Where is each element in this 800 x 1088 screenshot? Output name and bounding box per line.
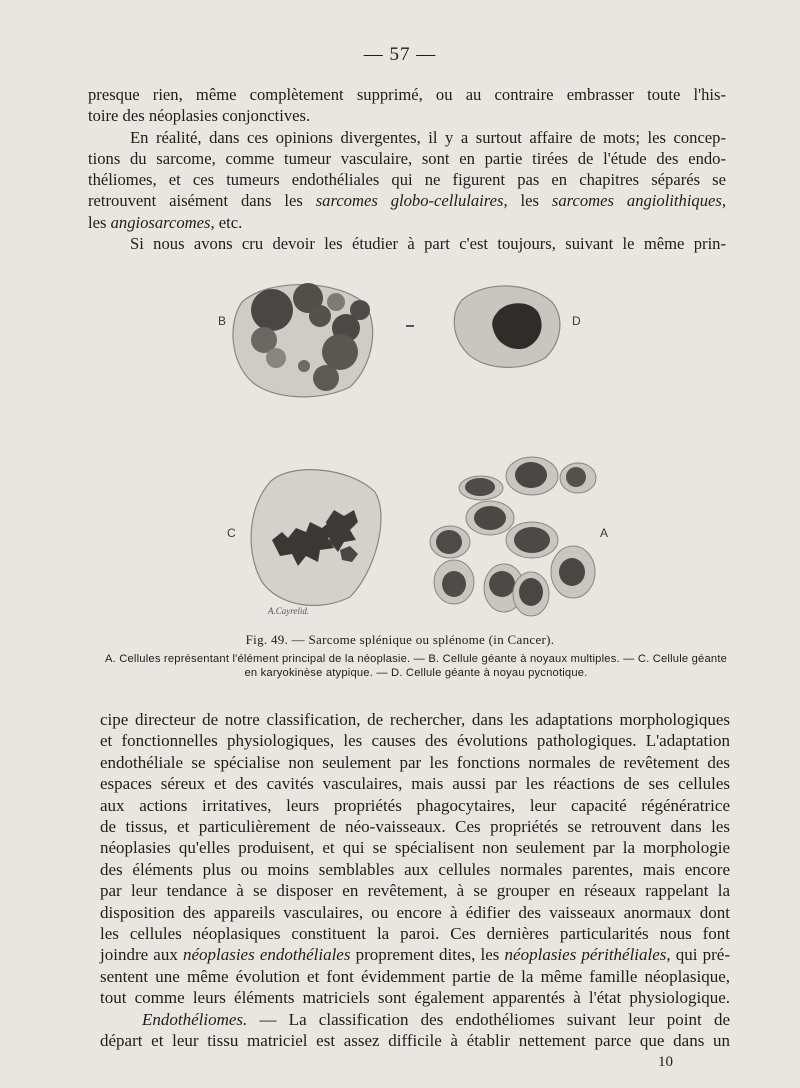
text-line: toire des néoplasies conjonctives. — [88, 106, 311, 126]
text-line: disposition des appareils vasculaires, ou encore à édifier des vaisseaux anormaux dont — [100, 902, 730, 922]
artist-signature: A.Cayrelid. — [268, 606, 310, 616]
bottom-paragraphs — [100, 709, 730, 1052]
text-line: Si nous avons cru devoir les étudier à part c'est toujours, suivant le même prin- — [130, 234, 726, 254]
text-line: endothéliale se spécialise non seulement par les fonctions normales de revêtement des — [100, 752, 730, 772]
figure-caption-title: Fig. 49. — Sarcome splénique ou splénome (in Cancer). — [245, 632, 555, 647]
text-line: espaces séreux et des cavités vasculaires, mais aussi par les réactions de ses cellules — [100, 774, 730, 794]
text-line: retrouvent aisément dans les sarcomes globo-cellulaires, les sarcomes angiolithiques, — [88, 191, 726, 211]
sheet-number: 10 — [658, 1054, 673, 1070]
top-paragraphs — [88, 84, 726, 254]
text-line: théliomes, et ces tumeurs endothéliales qui ne figurent pas en chapitres séparés se — [88, 170, 726, 190]
text-line: départ et leur tissu matriciel est assez difficile à établir nettement parce que dans un — [100, 1031, 730, 1051]
text-line: En réalité, dans ces opinions divergentes, il y a surtout affaire de mots; les concep- — [130, 127, 726, 147]
text-line: néoplasies qu'elles produisent, et qui se spécialisent non seulement par la morphologie — [100, 838, 730, 858]
label-c: C — [227, 526, 236, 540]
caption-line: en karyokinèse atypique. — D. Cellule géante à noyau pycnotique. — [244, 667, 588, 679]
cell-b — [233, 283, 373, 397]
text-line: les cellules néoplasiques constituent la paroi. Ces dernières particularités nous font — [100, 924, 730, 944]
text-line: des éléments plus ou moins semblables aux cellules normales parentes, mais encore — [100, 859, 730, 879]
cell-d — [454, 286, 560, 367]
text-line: presque rien, même complètement supprimé, ou au contraire embrasser toute l'his- — [88, 85, 726, 104]
text-line: les angiosarcomes, etc. — [88, 212, 243, 232]
cell-c — [251, 470, 381, 606]
text-line: aux actions irritatives, leurs propriétés phagocytaires, leur capacité régénératrice — [100, 795, 730, 815]
page-number: — 57 — — [363, 44, 437, 65]
text-line: par leur tendance à se disposer en revêtement, à se grouper en réseaux rappelant la — [100, 881, 730, 901]
text-line: tions du sarcome, comme tumeur vasculaire, sont en partie tirées de l'étude des endo- — [88, 148, 726, 168]
cell-drawing — [200, 272, 620, 628]
label-d: D — [572, 314, 581, 328]
figure-caption — [100, 652, 732, 680]
text-line: de tissus, et particulièrement de néo-vaisseaux. Ces propriétés se retrouvent dans les — [100, 817, 730, 837]
cells-a — [430, 457, 596, 616]
text-line: joindre aux néoplasies endothéliales proprement dites, les néoplasies périthéliales, qui pré- — [100, 945, 730, 965]
label-a: A — [600, 526, 609, 540]
label-b: B — [218, 314, 227, 328]
cell-illustration — [200, 272, 620, 628]
text-line: Endothéliomes. — La classification des endothéliomes suivant leur point de — [142, 1009, 730, 1029]
caption-line: A. Cellules représentant l'élément principal de la néoplasie. — B. Cellule géante à noyaux multiples. — C. Cellule géante — [104, 653, 728, 665]
text-line: et fonctionnelles physiologiques, les causes des évolutions pathologiques. L'adaptation — [100, 731, 730, 751]
text-line: cipe directeur de notre classification, de rechercher, dans les adaptations morphologiques — [100, 710, 730, 729]
text-line: sentent une même évolution et font évidemment partie de la même famille néoplasique, — [100, 966, 730, 986]
text-line: tout comme leurs éléments matriciels sont également apparentés à l'état physiologique. — [100, 988, 730, 1008]
